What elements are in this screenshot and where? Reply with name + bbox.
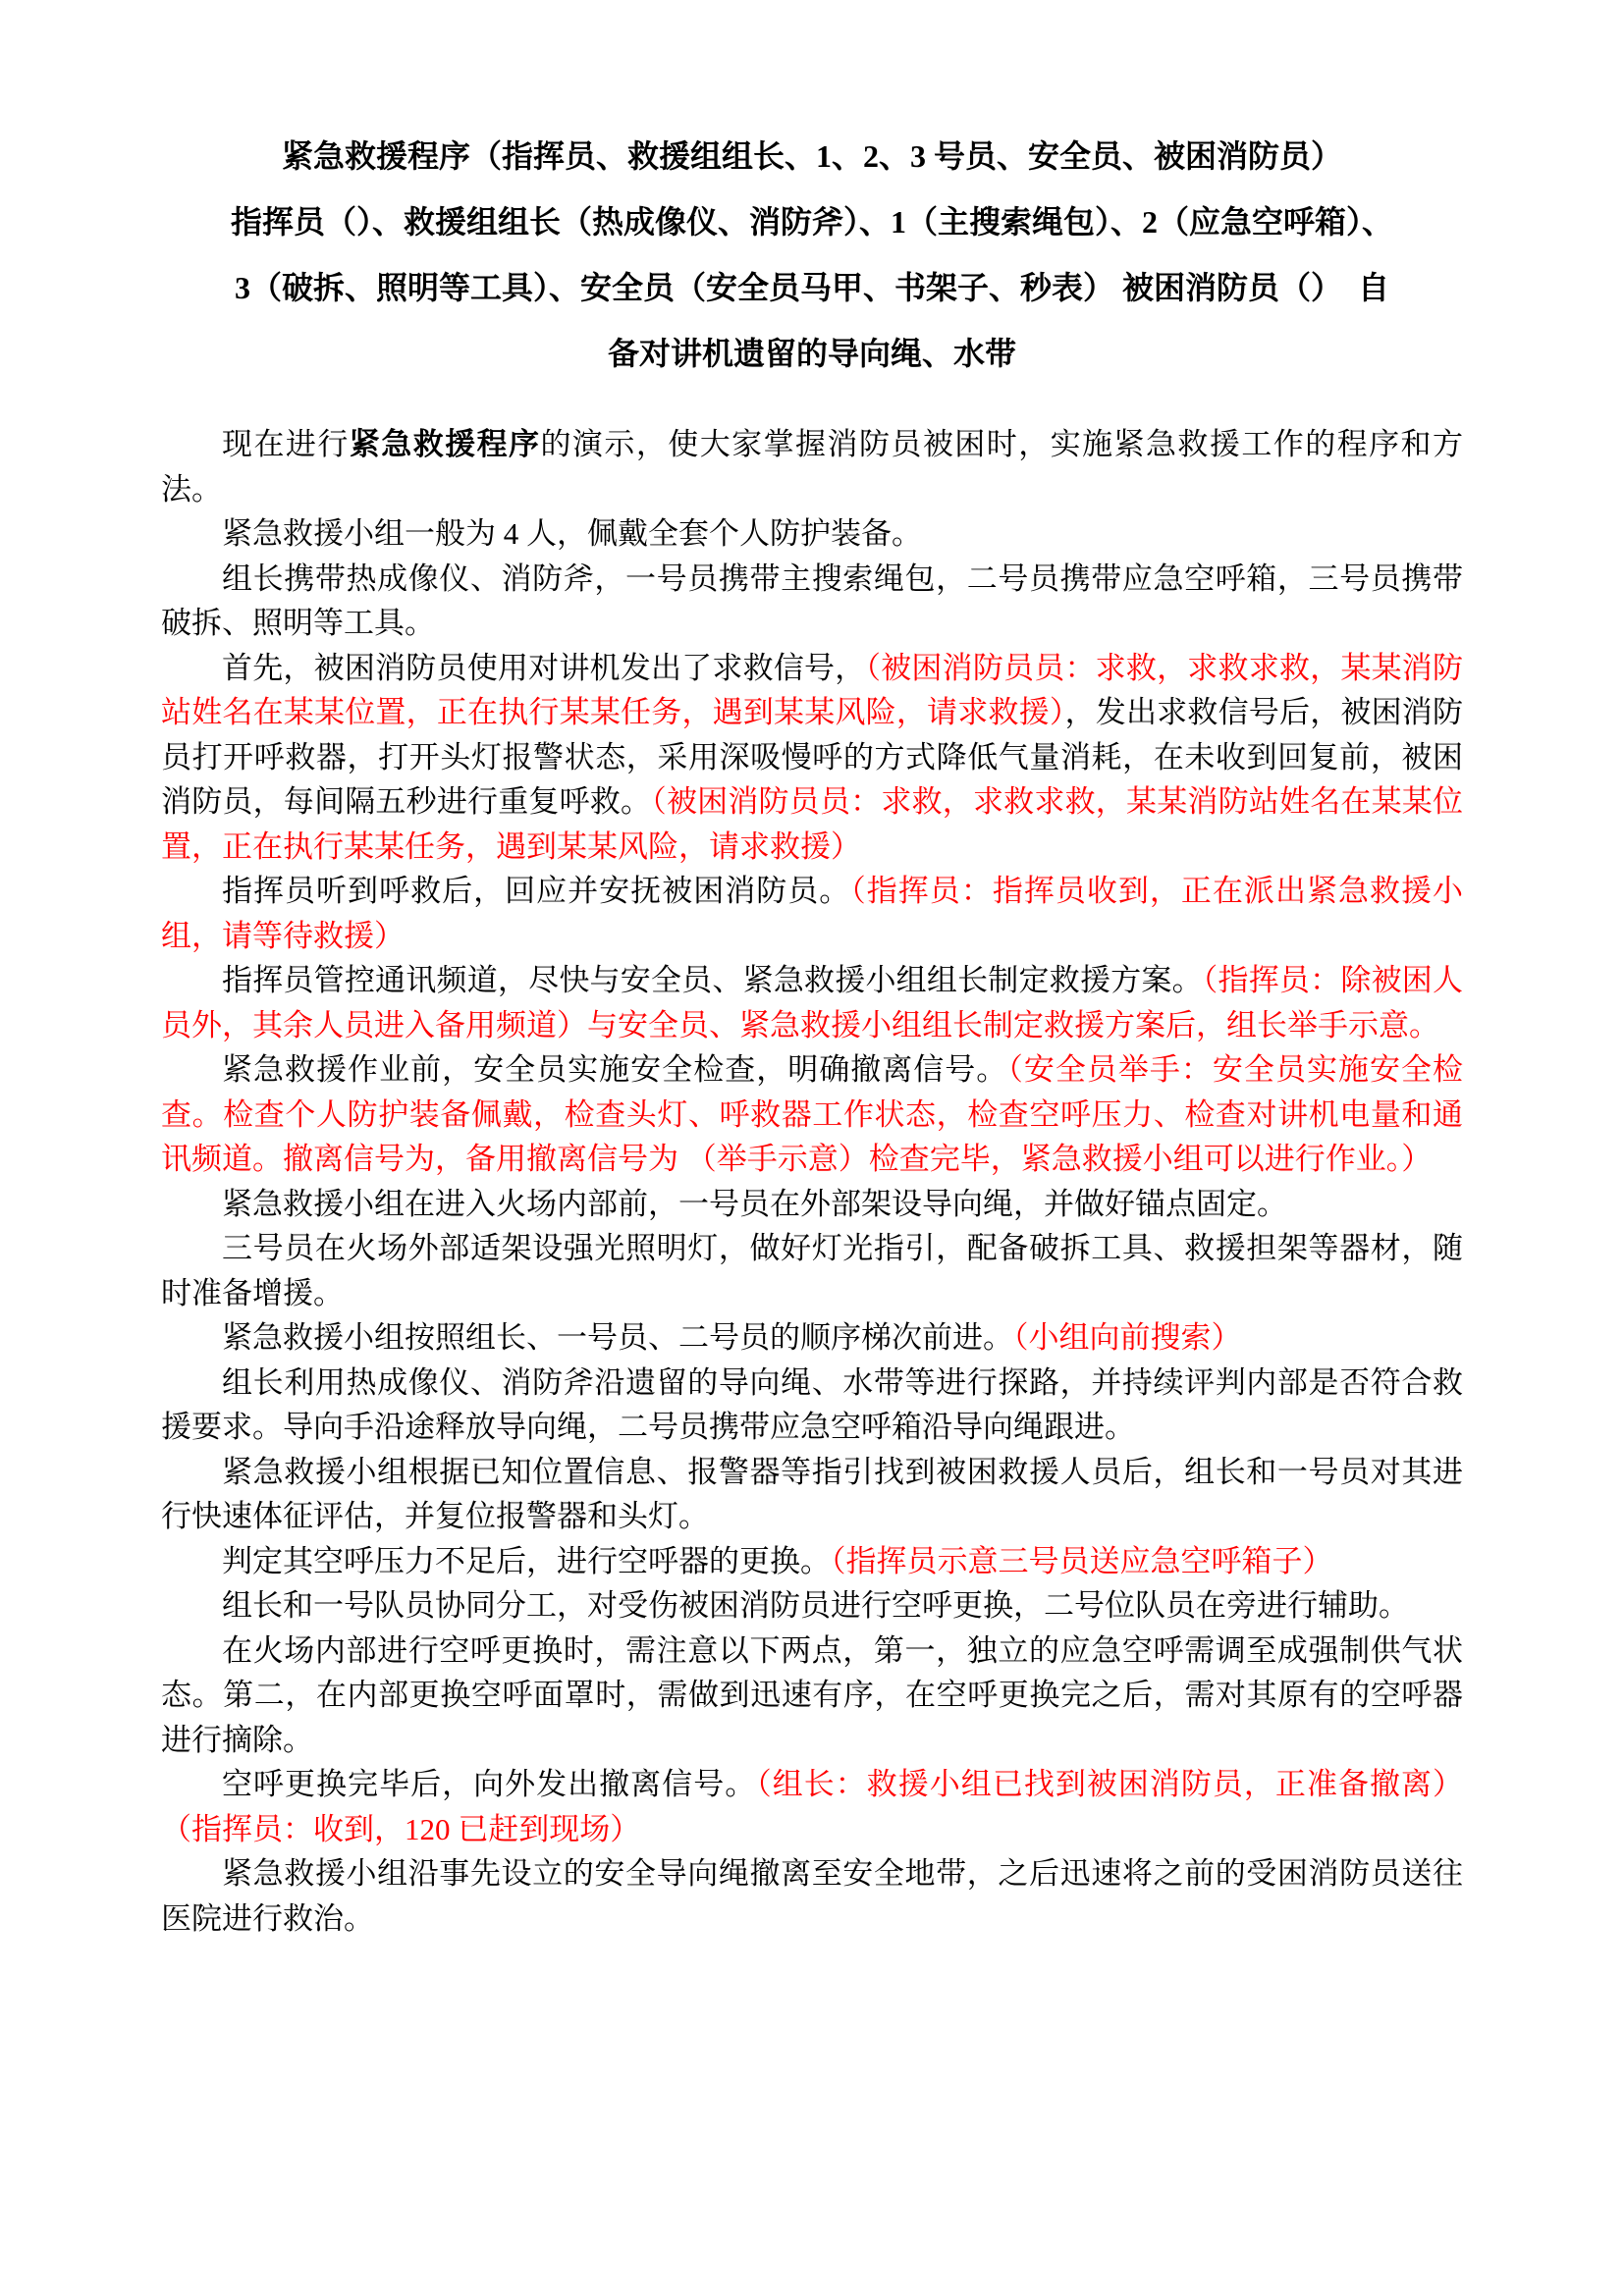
dialogue-annotation-run: （被困消防员员：求救，求救求救，某某消防站姓名在某某位置，正在执行某某任务，遇到某某风险，请求救援） [161, 784, 1464, 864]
paragraph [161, 1315, 1463, 1361]
text-run: 组长携带热成像仪、消防斧，一号员携带主搜索绳包，二号员携带应急空呼箱，三号员携带破拆、照明等工具。 [161, 561, 1463, 640]
paragraph [161, 1539, 1463, 1584]
text-run: 现在进行 [222, 427, 350, 461]
text-run: 紧急救援作业前，安全员实施安全检查，明确撤离信号。 [222, 1052, 1008, 1087]
text-run: 紧急救援小组按照组长、一号员、二号员的顺序梯次前进。 [222, 1320, 1013, 1355]
text-run: ，发出求救信号后，被困消防员打开呼救器，打开头灯报警状态，采用深吸慢呼的方式降低气量消耗，在未收到回复前，被困消防员，每间隔五秒进行重复呼救。 [161, 695, 1464, 819]
dialogue-annotation-run: （指挥员：指挥员收到，正在派出紧急救援小组，请等待救援） [161, 874, 1464, 953]
paragraph [161, 1450, 1463, 1539]
dialogue-annotation-run: （指挥员示意三号员送应急空呼箱子） [831, 1543, 1333, 1578]
paragraph [161, 1629, 1463, 1763]
paragraph [161, 557, 1463, 646]
text-run: 组长利用热成像仪、消防斧沿遗留的导向绳、水带等进行探路，并持续评判内部是否符合救援要求。导向手沿途释放导向绳，二号员携带应急空呼箱沿导向绳跟进。 [161, 1364, 1463, 1444]
document-body [161, 422, 1463, 1941]
paragraph [161, 646, 1463, 870]
paragraph [161, 1226, 1463, 1315]
paragraph [161, 1762, 1463, 1851]
text-run: 紧急救援小组根据已知位置信息、报警器等指引找到被困救援人员后，组长和一号员对其进行快速体征评估，并复位报警器和头灯。 [161, 1454, 1463, 1533]
text-run: 紧急救援小组在进入火场内部前，一号员在外部架设导向绳，并做好锚点固定。 [222, 1186, 1287, 1221]
paragraph [161, 1182, 1463, 1227]
title-line: 备对讲机遗留的导向绳、水带 [607, 336, 1016, 371]
paragraph [161, 511, 1463, 557]
paragraph [161, 1047, 1463, 1182]
text-run: 紧急救援小组一般为 4 人，佩戴全套个人防护装备。 [222, 516, 922, 551]
paragraph [161, 1583, 1463, 1629]
dialogue-annotation-run: （安全员举手：安全员实施安全检查。检查个人防护装备佩戴，检查头灯、呼救器工作状态，检查空呼压力、检查对讲机电量和通讯频道。撤离信号为，备用撤离信号为 （举手示意）检查完毕，紧急救援小组可以进行作业。） [161, 1052, 1464, 1176]
text-run: 组长和一号队员协同分工，对受伤被困消防员进行空呼更换，二号位队员在旁进行辅助。 [222, 1588, 1409, 1623]
text-run: 的演示，使大家掌握消防员被困时，实施紧急救援工作的程序和方法。 [161, 427, 1464, 507]
dialogue-annotation-run: （小组向前搜索） [1013, 1320, 1242, 1355]
paragraph [161, 869, 1463, 958]
dialogue-annotation-run: （被困消防员员：求救，求救求救，某某消防站姓名在某某位置，正在执行某某任务，遇到某某风险，请求救援） [161, 650, 1464, 729]
text-run: 首先，被困消防员使用对讲机发出了求救信号， [222, 650, 866, 685]
text-run: 三号员在火场外部适架设强光照明灯，做好灯光指引，配备破拆工具、救援担架等器材，随时准备增援。 [161, 1231, 1463, 1310]
text-run: 判定其空呼压力不足后，进行空呼器的更换。 [222, 1543, 831, 1578]
text-run: 指挥员听到呼救后，回应并安抚被困消防员。 [222, 874, 851, 908]
paragraph [161, 1361, 1463, 1450]
text-run: 紧急救援程序 [349, 427, 541, 461]
paragraph [161, 422, 1463, 511]
dialogue-annotation-run: （组长：救援小组已找到被困消防员，正准备撤离）（指挥员：收到，120 已赶到现场） [161, 1767, 1463, 1846]
dialogue-annotation-run: （指挥员：除被困人员外，其余人员进入备用频道）与安全员、紧急救援小组组长制定救援方案后，组长举手示意。 [161, 963, 1463, 1042]
text-run: 空呼更换完毕后，向外发出撤离信号。 [222, 1767, 757, 1801]
text-run: 指挥员管控通讯频道，尽快与安全员、紧急救援小组组长制定救援方案。 [222, 963, 1203, 997]
document-title [161, 124, 1463, 387]
title-line: 紧急救援程序（指挥员、救援组组长、1、2、3 号员、安全员、被困消防员） [281, 138, 1342, 174]
title-line: 3（破拆、照明等工具）、安全员（安全员马甲、书架子、秒表） 被困消防员（） 自 [234, 270, 1389, 305]
text-run: 在火场内部进行空呼更换时，需注意以下两点，第一，独立的应急空呼需调至成强制供气状态。第二，在内部更换空呼面罩时，需做到迅速有序，在空呼更换完之后，需对其原有的空呼器进行摘除。 [161, 1632, 1463, 1757]
paragraph [161, 958, 1463, 1047]
text-run: 紧急救援小组沿事先设立的安全导向绳撤离至安全地带，之后迅速将之前的受困消防员送往医院进行救治。 [161, 1856, 1463, 1936]
title-line: 指挥员（）、救援组组长（热成像仪、消防斧）、1（主搜索绳包）、2（应急空呼箱）、 [230, 204, 1393, 240]
paragraph [161, 1851, 1463, 1941]
